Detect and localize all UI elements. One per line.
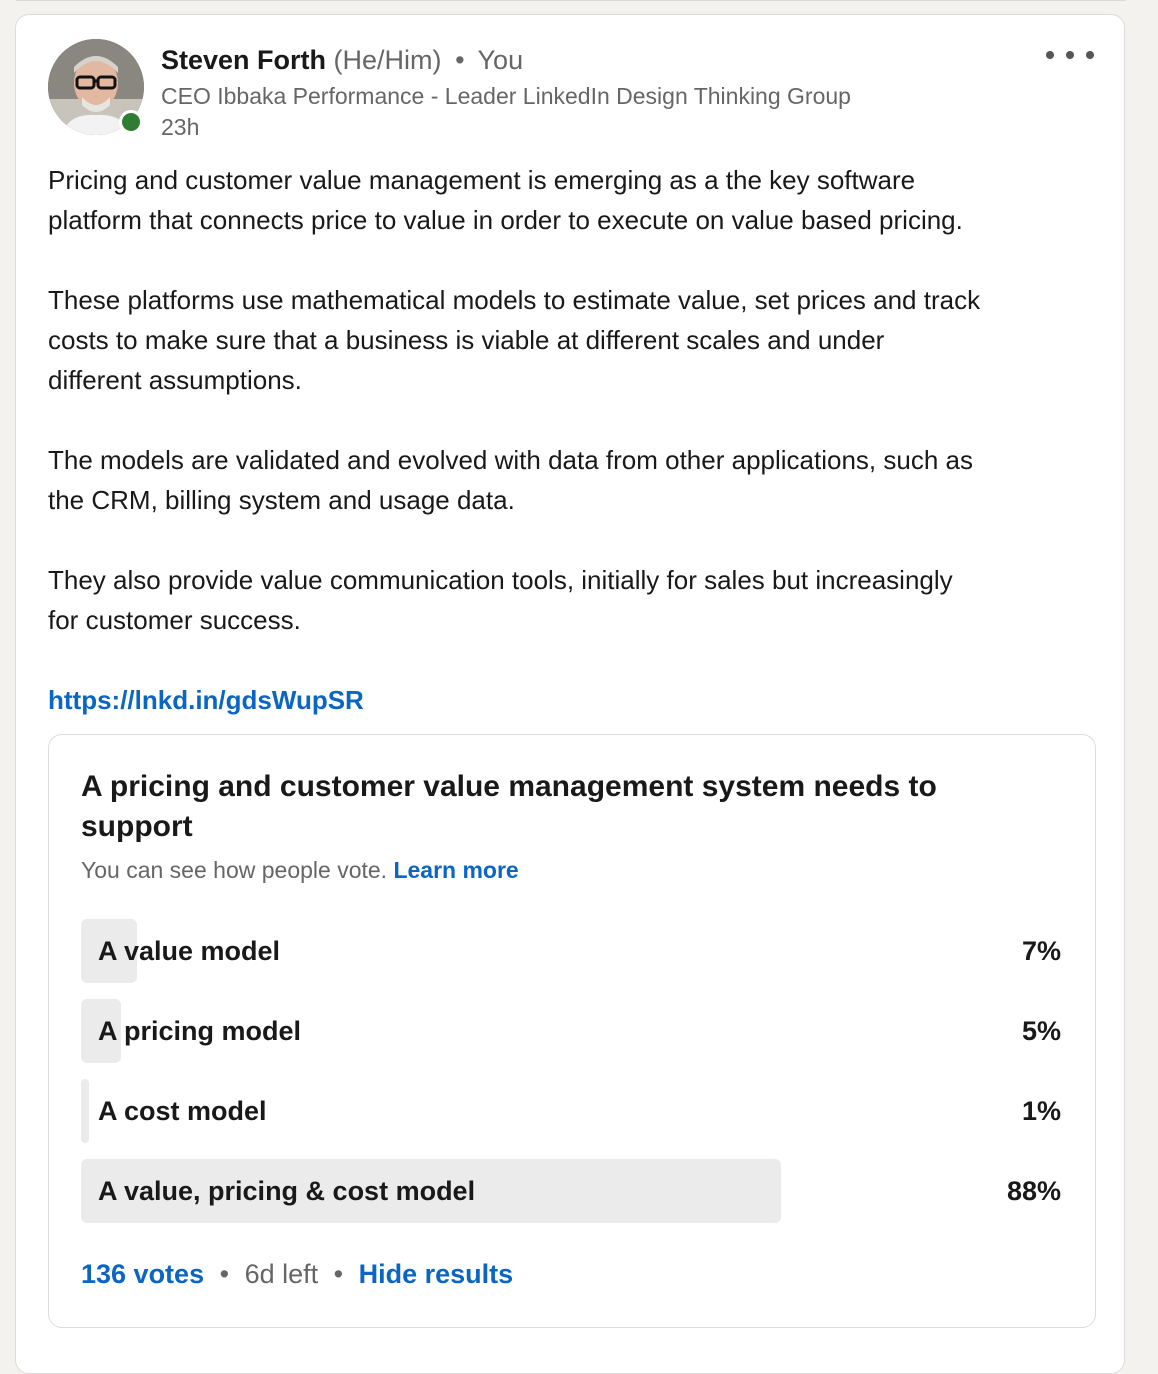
author-line (161, 43, 523, 77)
poll-option-percent: 88% (1006, 1176, 1061, 1206)
poll-option-bar (81, 1079, 89, 1143)
poll-option-label: A value model (98, 936, 281, 966)
poll-option-percent: 5% (1021, 1016, 1061, 1046)
previous-post-divider (16, 0, 1126, 1)
ellipsis-horizontal-icon (1066, 51, 1074, 59)
poll-visibility-note (81, 855, 519, 885)
poll-option-percent: 7% (1021, 936, 1061, 966)
poll-option-label: A value, pricing & cost model (98, 1176, 476, 1206)
poll-footer (81, 1257, 513, 1291)
post-text (48, 160, 1108, 680)
poll-option-percent: 1% (1021, 1096, 1061, 1126)
bullet-separator: • (333, 1259, 344, 1289)
post-link[interactable]: https://lnkd.in/gdsWupSR (48, 685, 364, 715)
time-left-label: 6d left (244, 1259, 319, 1289)
poll-option-label: A pricing model (98, 1016, 302, 1046)
relation-label: You (477, 45, 524, 75)
poll-question: A pricing and customer value management system needs to support (81, 770, 937, 843)
bullet-separator: • (219, 1259, 230, 1289)
poll-option[interactable] (81, 999, 1065, 1063)
poll-option[interactable] (81, 1079, 1065, 1143)
ellipsis-horizontal-icon (1046, 51, 1054, 59)
hide-results-button[interactable]: Hide results (358, 1259, 514, 1289)
poll-option[interactable] (81, 919, 1065, 983)
bullet-separator: • (455, 45, 465, 75)
learn-more-link[interactable]: Learn more (393, 857, 519, 883)
poll-note-text: You can see how people vote. (81, 857, 388, 883)
post-paragraph: They also provide value communication tools, initially for sales but increasingly for customer success. (48, 565, 953, 635)
post-paragraph: Pricing and customer value management is emerging as a the key software platform that connects price to value in order to execute on value based pricing. (48, 165, 963, 235)
author-name[interactable]: Steven Forth (161, 45, 327, 75)
online-status-icon (119, 110, 143, 134)
ellipsis-horizontal-icon (1086, 51, 1094, 59)
poll-option-label: A cost model (98, 1096, 267, 1126)
author-headline: CEO Ibbaka Performance - Leader LinkedIn Design Thinking Group (161, 83, 851, 109)
post-timestamp: 23h (161, 114, 200, 140)
votes-count-link[interactable]: 136 votes (81, 1259, 205, 1289)
poll-card (48, 734, 1096, 1328)
post-paragraph: These platforms use mathematical models to estimate value, set prices and track costs to make sure that a business is viable at different scales and under different assumptions. (48, 285, 981, 395)
more-options-button[interactable] (1046, 43, 1094, 67)
feed-post-card (15, 14, 1125, 1374)
poll-options (81, 919, 1065, 1239)
author-pronouns: (He/Him) (333, 45, 442, 75)
poll-option[interactable] (81, 1159, 1065, 1223)
post-paragraph: The models are validated and evolved with data from other applications, such as the CRM, billing system and usage data. (48, 445, 973, 515)
